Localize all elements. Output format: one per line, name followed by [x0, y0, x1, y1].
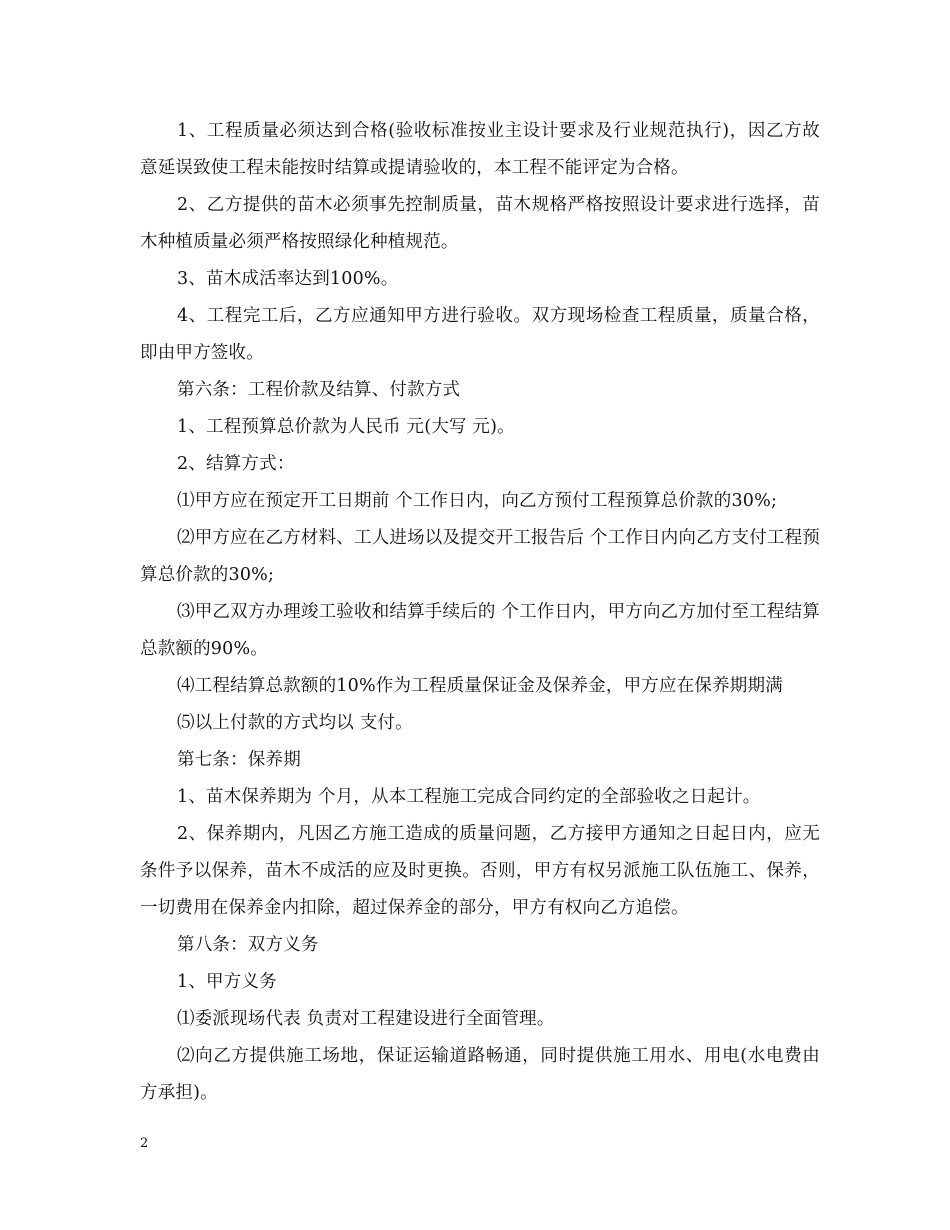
paragraph-payment-3: ⑶甲乙双方办理竣工验收和结算手续后的 个工作日内，甲方向乙方加付至工程结算总款额的90%。	[140, 602, 820, 659]
paragraph-payment-2: ⑵甲方应在乙方材料、工人进场以及提交开工报告后 个工作日内向乙方支付工程预算总价款的30%;	[140, 528, 820, 585]
paragraph-quality-standard: 1、工程质量必须达到合格(验收标准按业主设计要求及行业规范执行)，因乙方故意延误致使工程未能按时结算或提请验收的，本工程不能评定为合格。	[140, 121, 820, 178]
section-heading-article-7: 第七条：保养期	[177, 750, 301, 770]
paragraph-payment-4: ⑷工程结算总款额的10%作为工程质量保证金及保养金，甲方应在保养期期满	[177, 676, 783, 696]
paragraph-survival-rate: 3、苗木成活率达到100%。	[177, 269, 399, 289]
paragraph-settlement-method: 2、结算方式：	[177, 454, 295, 474]
page-number: 2	[140, 1136, 149, 1151]
paragraph-site-representative: ⑴委派现场代表 负责对工程建设进行全面管理。	[177, 1009, 555, 1029]
paragraph-site-provision: ⑵向乙方提供施工场地，保证运输道路畅通，同时提供施工用水、用电(水电费由 方承担)。	[140, 1046, 820, 1103]
paragraph-maintenance-period: 1、苗木保养期为 个月，从本工程施工完成合同约定的全部验收之日起计。	[177, 787, 761, 807]
section-heading-article-8: 第八条：双方义务	[177, 935, 319, 955]
document-body	[140, 113, 820, 1112]
paragraph-acceptance: 4、工程完工后，乙方应通知甲方进行验收。双方现场检查工程质量，质量合格，即由甲方签收。	[140, 306, 820, 363]
paragraph-seedling-quality: 2、乙方提供的苗木必须事先控制质量，苗木规格严格按照设计要求进行选择，苗木种植质量必须严格按照绿化种植规范。	[140, 195, 820, 252]
paragraph-payment-1: ⑴甲方应在预定开工日期前 个工作日内，向乙方预付工程预算总价款的30%;	[177, 491, 778, 511]
paragraph-maintenance-obligation: 2、保养期内，凡因乙方施工造成的质量问题，乙方接甲方通知之日起日内，应无条件予以保养，苗木不成活的应及时更换。否则，甲方有权另派施工队伍施工、保养，一切费用在保养金内扣除，超过保养金的部分，甲方有权向乙方追偿。	[140, 824, 820, 918]
paragraph-payment-5: ⑸以上付款的方式均以 支付。	[177, 713, 413, 733]
section-heading-article-6: 第六条：工程价款及结算、付款方式	[177, 380, 461, 400]
paragraph-party-a-obligations: 1、甲方义务	[177, 972, 277, 992]
paragraph-budget-price: 1、工程预算总价款为人民币 元(大写 元)。	[177, 417, 515, 437]
